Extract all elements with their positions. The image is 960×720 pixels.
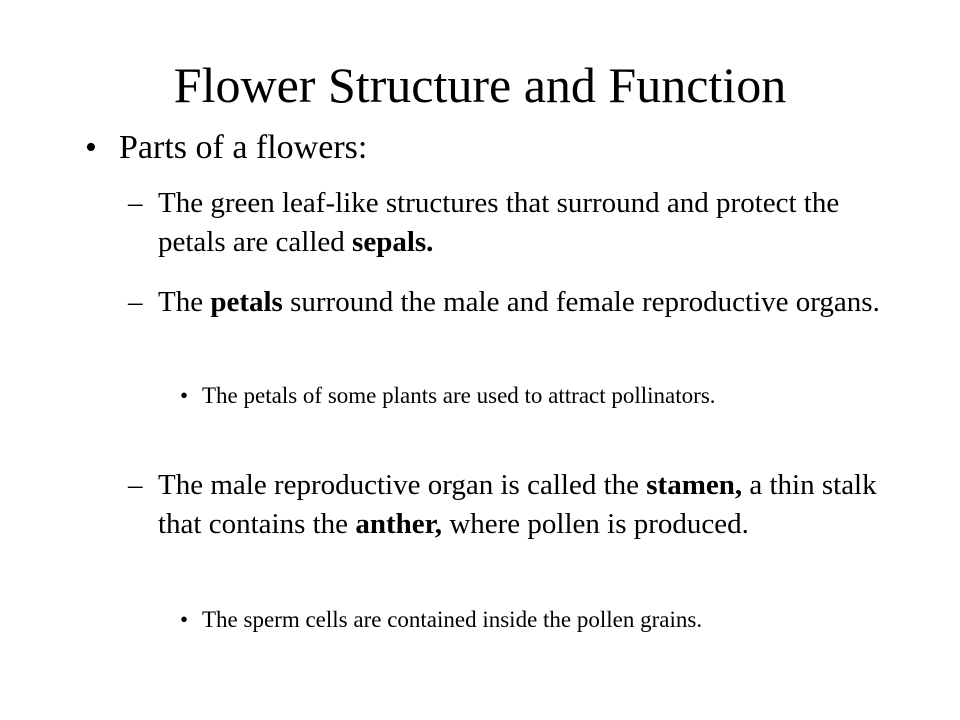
dash-icon: – <box>128 286 143 318</box>
subsubpoint-pollinators <box>180 380 840 446</box>
subpoint-stamen <box>128 466 888 586</box>
term-anther: anther, <box>355 508 443 540</box>
text-segment: where pollen is produced. <box>442 508 749 540</box>
subpoint-sepals <box>128 184 888 264</box>
subsubpoint-text: The petals of some plants are used to attract pollinators. <box>202 383 716 408</box>
term-petals: petals <box>210 286 283 318</box>
text-segment: surround the male and female reproductive organs. <box>282 286 880 318</box>
bullet-icon: • <box>180 607 189 632</box>
subpoint-text <box>158 184 888 262</box>
subpoint-text <box>158 283 888 322</box>
text-segment: The green leaf-like structures that surround and protect the petals are called <box>158 187 840 258</box>
dash-icon: – <box>128 187 143 219</box>
bullet-icon: • <box>85 129 97 166</box>
term-stamen: stamen, <box>646 469 743 501</box>
subpoint-petals <box>128 283 888 363</box>
slide-title: Flower Structure and Function <box>173 57 787 113</box>
text-segment: a thin stalk that contains the <box>158 469 877 540</box>
bullet-icon: • <box>180 383 189 408</box>
bullet-text: Parts of a flowers: <box>119 129 368 166</box>
subpoint-text <box>158 466 888 544</box>
dash-icon: – <box>128 469 143 501</box>
subsubpoint-sperm-cells <box>180 604 840 670</box>
text-segment: The male reproductive organ is called the <box>158 469 647 501</box>
term-sepals: sepals. <box>352 226 434 258</box>
subsubpoint-text: The sperm cells are contained inside the pollen grains. <box>202 607 703 632</box>
text-segment: The <box>158 286 211 318</box>
